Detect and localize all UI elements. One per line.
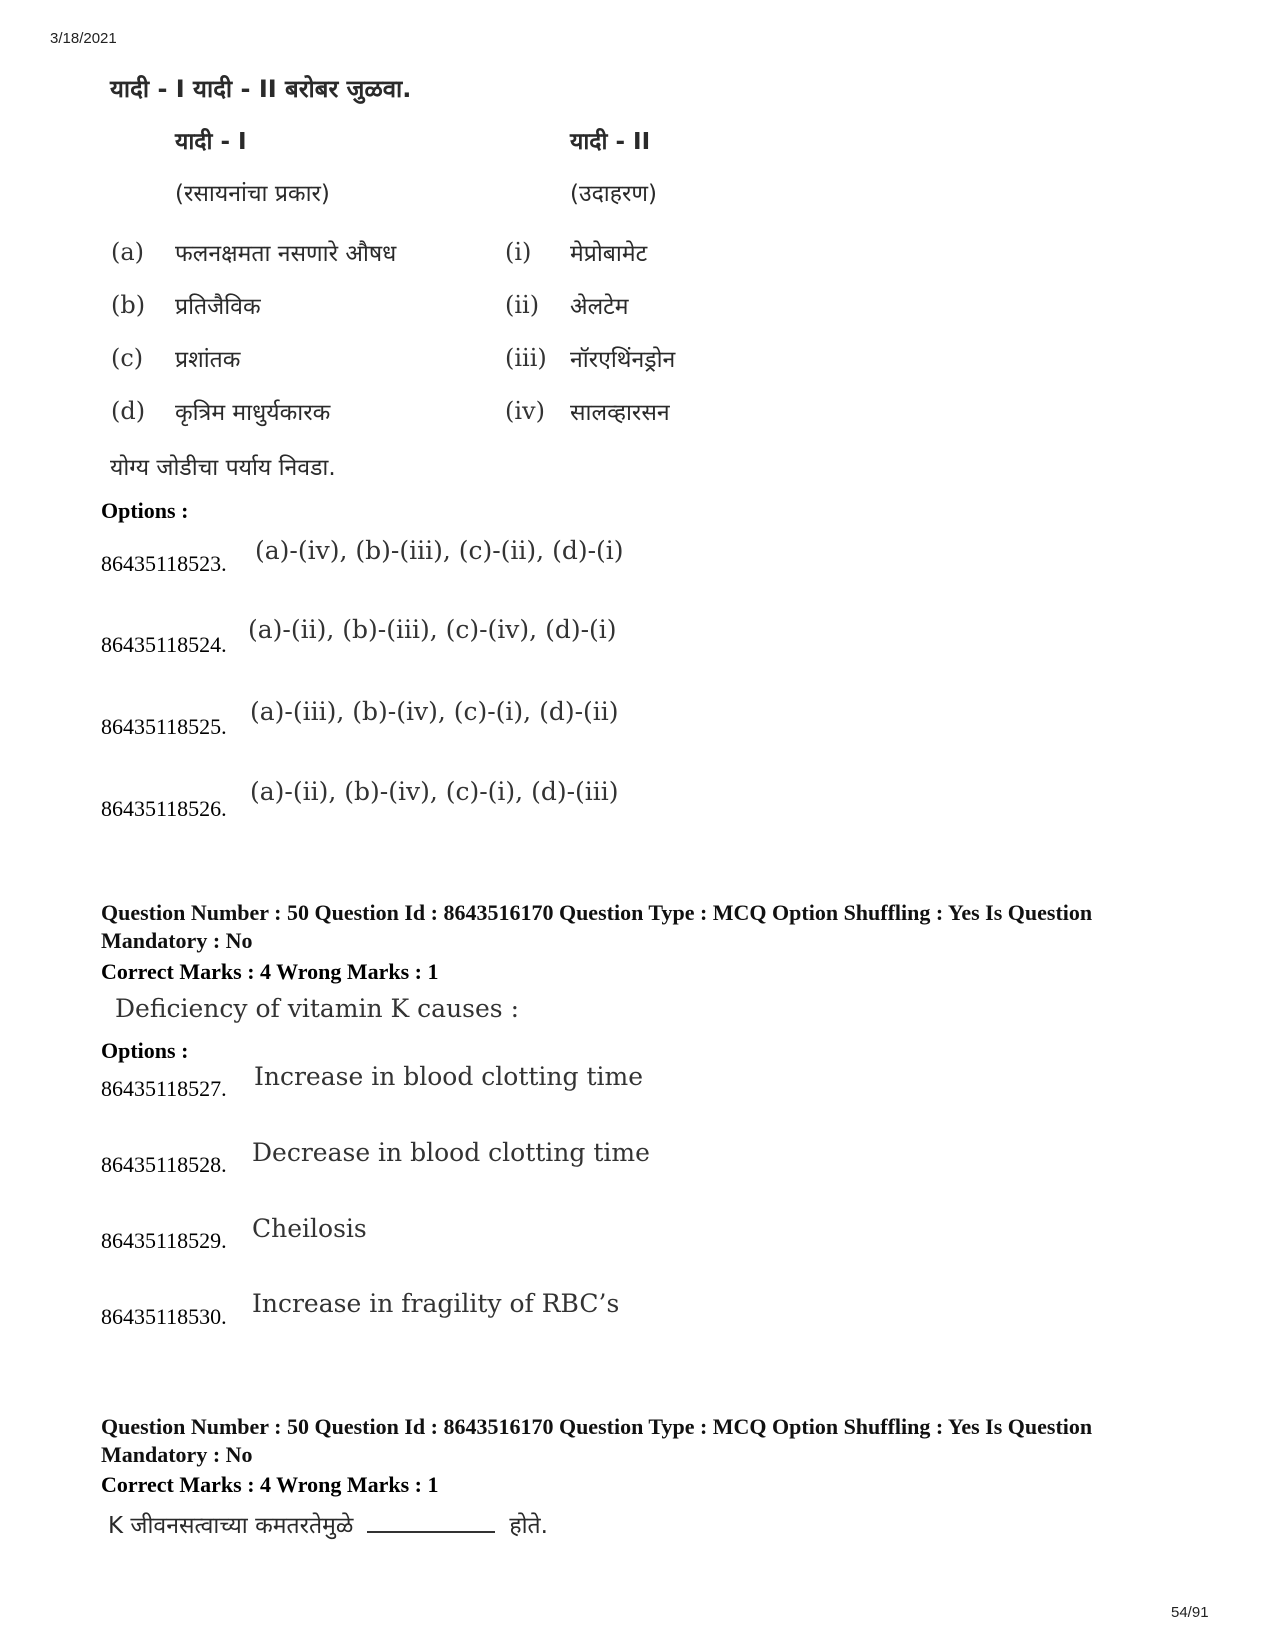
match-prompt: योग्य जोडीचा पर्याय निवडा. [110,455,336,481]
question-marks: Correct Marks : 4 Wrong Marks : 1 [101,959,439,984]
option-text: (a)-(iii), (b)-(iv), (c)-(i), (d)-(ii) [250,697,619,726]
option-text: (a)-(ii), (b)-(iv), (c)-(i), (d)-(iii) [250,777,619,806]
row-label-i: (i) [505,238,532,266]
list1-heading: यादी - I [175,129,247,155]
list1-subheading: (रसायनांचा प्रकार) [175,181,330,207]
question-text-before: K जीवनसत्वाच्या कमतरतेमुळे [108,1513,354,1539]
page-number: 54/91 [1171,1604,1209,1621]
option-text: Increase in blood clotting time [254,1062,644,1091]
row-label-d: (d) [111,397,146,425]
option-id: 86435118528. [101,1152,227,1177]
list1-item-b: प्रतिजैविक [175,294,261,320]
list1-item-a: फलनक्षमता नसणारे औषध [175,241,397,267]
list2-item-i: मेप्रोबामेट [570,241,648,267]
option-text: Increase in fragility of RBC’s [252,1289,620,1318]
row-label-c: (c) [111,344,144,372]
question-marks: Correct Marks : 4 Wrong Marks : 1 [101,1472,439,1497]
row-label-ii: (ii) [505,291,540,319]
row-label-iv: (iv) [505,397,545,425]
options-label: Options : [101,498,189,523]
row-label-a: (a) [111,238,145,266]
list1-item-d: कृत्रिम माधुर्यकारक [175,400,331,426]
list2-item-iii: नॉरएथिंनड्रोन [570,347,676,373]
option-text: (a)-(iv), (b)-(iii), (c)-(ii), (d)-(i) [255,536,624,565]
option-text: (a)-(ii), (b)-(iii), (c)-(iv), (d)-(i) [248,615,617,644]
list2-item-iv: सालव्हारसन [570,400,670,426]
options-label: Options : [101,1038,189,1063]
question-text [108,1508,548,1540]
match-instruction: यादी - I यादी - II बरोबर जुळवा. [110,75,412,103]
list2-item-ii: अेलटेम [570,294,629,320]
option-text: Cheilosis [252,1214,367,1243]
print-date: 3/18/2021 [50,30,117,47]
option-id: 86435118530. [101,1304,227,1329]
question-meta: Question Number : 50 Question Id : 8643516170 Question Type : MCQ Option Shuffling : Yes Is Question Mandatory : No [101,900,1093,953]
option-id: 86435118526. [101,796,227,821]
option-id: 86435118527. [101,1076,227,1101]
option-id: 86435118523. [101,551,227,576]
list2-subheading: (उदाहरण) [570,181,657,207]
list1-item-c: प्रशांतक [175,347,241,373]
option-id: 86435118529. [101,1228,227,1253]
option-text: Decrease in blood clotting time [252,1138,650,1167]
question-meta: Question Number : 50 Question Id : 8643516170 Question Type : MCQ Option Shuffling : Yes Is Question Mandatory : No [101,1414,1093,1467]
list2-heading: यादी - II [570,129,651,155]
answer-blank [367,1531,495,1533]
question-text: Deficiency of vitamin K causes : [115,994,520,1023]
row-label-b: (b) [111,291,146,319]
row-label-iii: (iii) [505,344,547,372]
option-id: 86435118524. [101,632,227,657]
question-text-after: होते. [509,1513,548,1539]
option-id: 86435118525. [101,714,227,739]
